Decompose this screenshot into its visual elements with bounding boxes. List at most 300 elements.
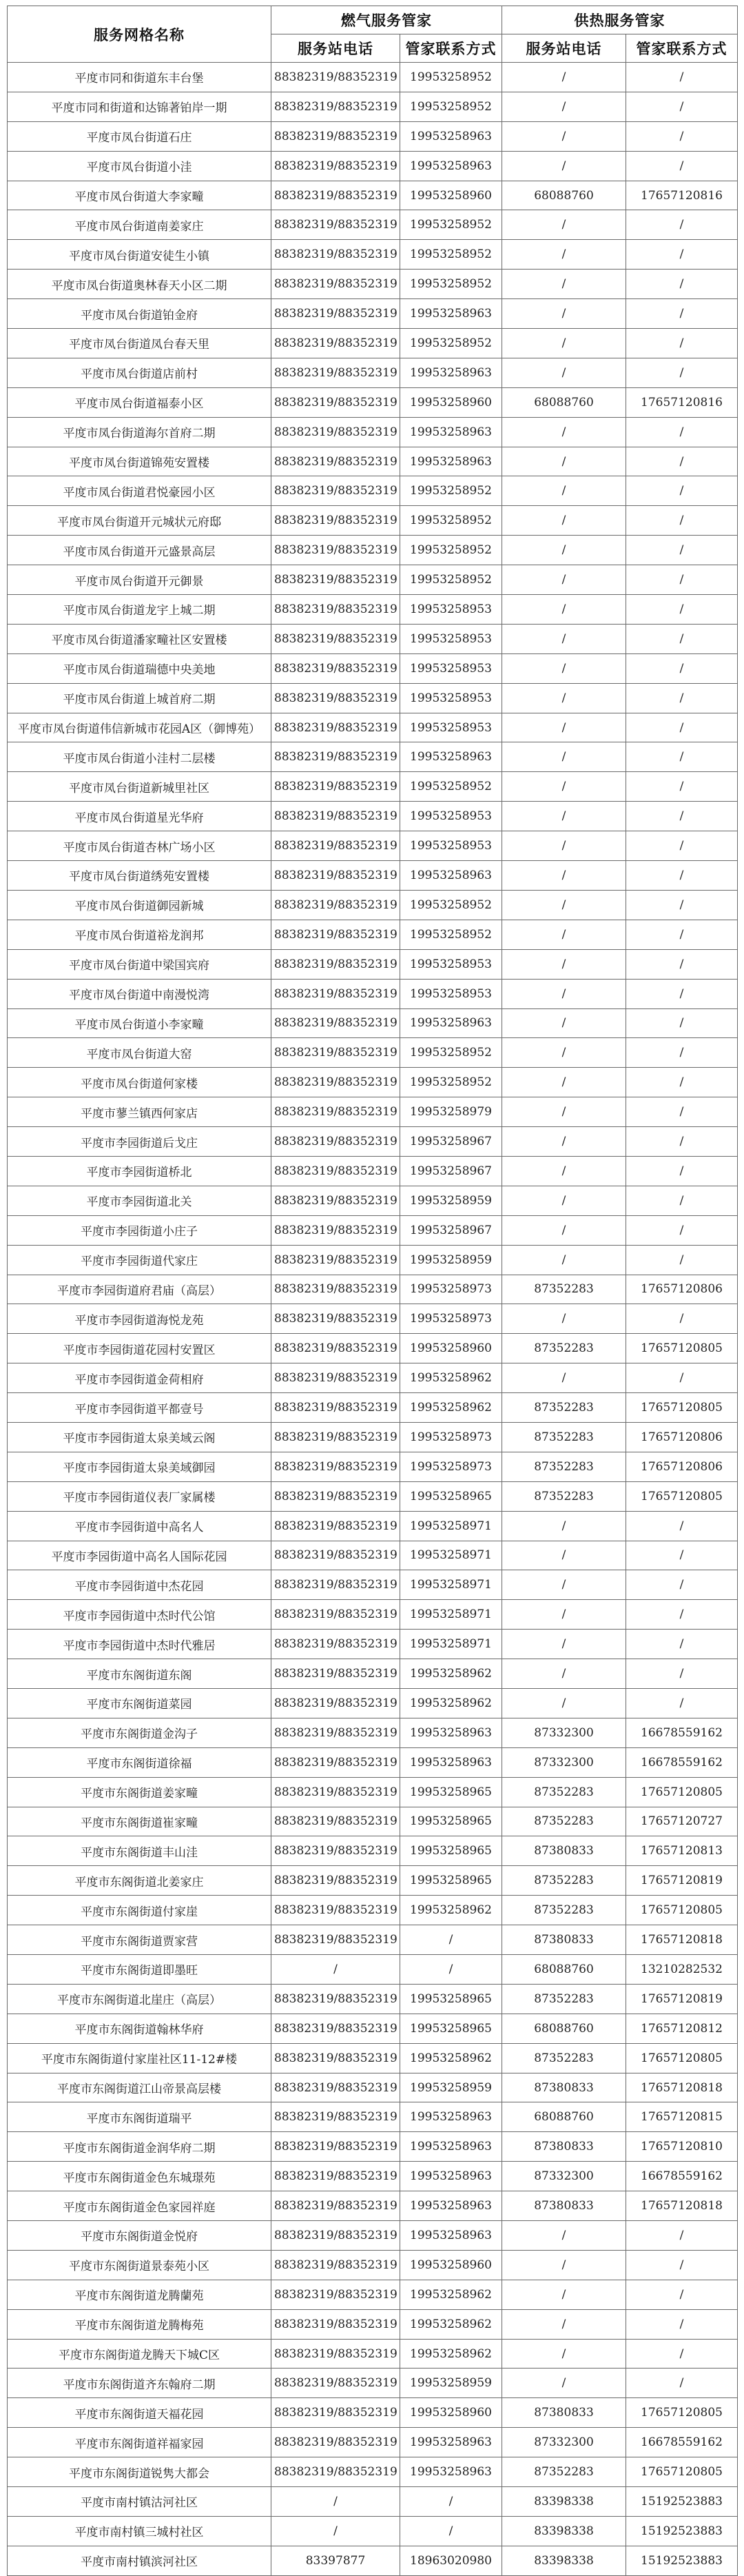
grid-name-cell: 平度市东阁街道付家崖社区11-12#楼	[8, 2043, 271, 2073]
gas-keeper-contact-cell: 19953258963	[400, 2132, 502, 2162]
table-row	[8, 1925, 738, 1955]
heat-station-phone-cell: 83398338	[502, 2546, 626, 2575]
table-row	[8, 1275, 738, 1304]
grid-name-cell: 平度市凤台街道大窑	[8, 1038, 271, 1068]
gas-station-phone-cell: 88382319/88352319	[271, 890, 400, 920]
gas-keeper-contact-cell: 19953258952	[400, 476, 502, 506]
service-keeper-table	[7, 6, 738, 2576]
heat-keeper-contact-cell: 17657120805	[626, 2457, 738, 2487]
gas-keeper-contact-cell: 19953258959	[400, 2369, 502, 2398]
grid-name-cell: 平度市李园街道中杰时代雅居	[8, 1630, 271, 1659]
table-row	[8, 1866, 738, 1896]
heat-station-phone-cell: /	[502, 447, 626, 476]
heat-station-phone-cell: /	[502, 2250, 626, 2280]
gas-keeper-contact-cell: 19953258952	[400, 92, 502, 121]
heat-keeper-contact-cell: /	[626, 2339, 738, 2369]
heat-station-phone-cell: /	[502, 742, 626, 772]
grid-name-cell: 平度市凤台街道杏林广场小区	[8, 831, 271, 861]
table-row	[8, 2073, 738, 2102]
heat-keeper-contact-cell: /	[626, 417, 738, 447]
gas-station-phone-cell: 88382319/88352319	[271, 299, 400, 329]
gas-keeper-contact-cell: 19953258953	[400, 979, 502, 1008]
grid-name-cell: 平度市凤台街道开元御景	[8, 565, 271, 595]
table-row	[8, 151, 738, 181]
heat-keeper-contact-cell: /	[626, 920, 738, 949]
grid-name-cell: 平度市凤台街道安徒生小镇	[8, 240, 271, 270]
grid-name-cell: 平度市东阁街道金润华府二期	[8, 2132, 271, 2162]
gas-station-phone-cell: 88382319/88352319	[271, 1777, 400, 1807]
heat-station-phone-cell: /	[502, 1215, 626, 1245]
table-row	[8, 387, 738, 417]
heat-station-phone-cell: /	[502, 1363, 626, 1393]
heat-keeper-contact-cell: /	[626, 329, 738, 358]
gas-keeper-contact-cell: 19953258971	[400, 1511, 502, 1541]
table-row	[8, 2043, 738, 2073]
gas-keeper-contact-cell: 19953258965	[400, 1836, 502, 1866]
grid-name-cell: 平度市东阁街道丰山洼	[8, 1836, 271, 1866]
grid-name-cell: 平度市李园街道北关	[8, 1186, 271, 1215]
grid-name-cell: 平度市凤台街道大李家疃	[8, 181, 271, 210]
gas-station-phone-cell: 88382319/88352319	[271, 2132, 400, 2162]
gas-station-phone-cell: 88382319/88352319	[271, 476, 400, 506]
gas-station-phone-cell: 88382319/88352319	[271, 1747, 400, 1777]
gas-keeper-contact-cell: 19953258963	[400, 447, 502, 476]
gas-station-phone-cell: 88382319/88352319	[271, 1807, 400, 1836]
heat-station-phone-cell: 68088760	[502, 2014, 626, 2043]
table-row	[8, 121, 738, 151]
heat-station-phone-cell: /	[502, 63, 626, 92]
table-row	[8, 329, 738, 358]
grid-name-cell: 平度市凤台街道龙宇上城二期	[8, 595, 271, 625]
gas-keeper-contact-cell: 19953258979	[400, 1097, 502, 1127]
gas-station-phone-cell: 88382319/88352319	[271, 2309, 400, 2339]
gas-keeper-contact-cell: 19953258963	[400, 1747, 502, 1777]
header-gas-keeper-contact: 管家联系方式	[400, 34, 502, 63]
heat-station-phone-cell: /	[502, 1068, 626, 1097]
table-row	[8, 831, 738, 861]
heat-station-phone-cell: 87352283	[502, 1984, 626, 2014]
heat-keeper-contact-cell: /	[626, 2221, 738, 2251]
grid-name-cell: 平度市凤台街道裕龙润邦	[8, 920, 271, 949]
gas-keeper-contact-cell: 19953258953	[400, 683, 502, 713]
gas-keeper-contact-cell: 19953258963	[400, 2221, 502, 2251]
heat-station-phone-cell: /	[502, 802, 626, 831]
heat-keeper-contact-cell: 17657120806	[626, 1275, 738, 1304]
gas-station-phone-cell: 88382319/88352319	[271, 1186, 400, 1215]
grid-name-cell: 平度市李园街道中杰时代公馆	[8, 1600, 271, 1630]
table-row	[8, 890, 738, 920]
gas-keeper-contact-cell: 19953258953	[400, 831, 502, 861]
gas-station-phone-cell: 88382319/88352319	[271, 595, 400, 625]
heat-station-phone-cell: /	[502, 1659, 626, 1689]
heat-station-phone-cell: /	[502, 1245, 626, 1275]
heat-station-phone-cell: /	[502, 2369, 626, 2398]
heat-keeper-contact-cell: 16678559162	[626, 1718, 738, 1747]
heat-keeper-contact-cell: /	[626, 1688, 738, 1718]
table-row	[8, 772, 738, 802]
gas-keeper-contact-cell: 19953258952	[400, 240, 502, 270]
heat-station-phone-cell: /	[502, 1511, 626, 1541]
heat-keeper-contact-cell: /	[626, 565, 738, 595]
gas-keeper-contact-cell: 19953258963	[400, 2191, 502, 2221]
heat-station-phone-cell: /	[502, 358, 626, 387]
gas-keeper-contact-cell: 19953258952	[400, 920, 502, 949]
header-grid-name: 服务网格名称	[8, 6, 271, 63]
heat-station-phone-cell: /	[502, 240, 626, 270]
heat-keeper-contact-cell: /	[626, 1659, 738, 1689]
gas-station-phone-cell: 88382319/88352319	[271, 536, 400, 565]
gas-keeper-contact-cell: 19953258962	[400, 1393, 502, 1423]
gas-keeper-contact-cell: /	[400, 2487, 502, 2517]
grid-name-cell: 平度市凤台街道锦苑安置楼	[8, 447, 271, 476]
table-row	[8, 949, 738, 979]
heat-station-phone-cell: /	[502, 949, 626, 979]
gas-station-phone-cell: 88382319/88352319	[271, 2043, 400, 2073]
heat-keeper-contact-cell: /	[626, 683, 738, 713]
gas-station-phone-cell: 88382319/88352319	[271, 949, 400, 979]
heat-station-phone-cell: /	[502, 1156, 626, 1186]
gas-keeper-contact-cell: 19953258973	[400, 1275, 502, 1304]
grid-name-cell: 平度市李园街道桥北	[8, 1156, 271, 1186]
gas-keeper-contact-cell: 19953258963	[400, 358, 502, 387]
header-heat-station-phone: 服务站电话	[502, 34, 626, 63]
heat-station-phone-cell: 87352283	[502, 1452, 626, 1481]
heat-keeper-contact-cell: 17657120805	[626, 1481, 738, 1511]
table-row	[8, 1245, 738, 1275]
gas-keeper-contact-cell: 19953258967	[400, 1156, 502, 1186]
gas-station-phone-cell: 88382319/88352319	[271, 1038, 400, 1068]
heat-station-phone-cell: 87352283	[502, 2043, 626, 2073]
heat-station-phone-cell: /	[502, 270, 626, 299]
grid-name-cell: 平度市凤台街道小洼村二层楼	[8, 742, 271, 772]
table-row	[8, 2250, 738, 2280]
gas-station-phone-cell: 88382319/88352319	[271, 1363, 400, 1393]
heat-station-phone-cell: 87380833	[502, 1836, 626, 1866]
heat-keeper-contact-cell: /	[626, 772, 738, 802]
gas-keeper-contact-cell: 19953258971	[400, 1630, 502, 1659]
heat-station-phone-cell: 87332300	[502, 1718, 626, 1747]
grid-name-cell: 平度市李园街道海悦龙苑	[8, 1304, 271, 1334]
heat-station-phone-cell: /	[502, 1688, 626, 1718]
gas-keeper-contact-cell: 19953258952	[400, 565, 502, 595]
gas-station-phone-cell: 88382319/88352319	[271, 565, 400, 595]
heat-keeper-contact-cell: 16678559162	[626, 1747, 738, 1777]
heat-station-phone-cell: /	[502, 506, 626, 536]
grid-name-cell: 平度市李园街道小庄子	[8, 1215, 271, 1245]
gas-station-phone-cell: 88382319/88352319	[271, 92, 400, 121]
heat-keeper-contact-cell: 17657120805	[626, 1334, 738, 1363]
grid-name-cell: 平度市凤台街道奥林春天小区二期	[8, 270, 271, 299]
heat-station-phone-cell: /	[502, 121, 626, 151]
table-row	[8, 742, 738, 772]
table-row	[8, 240, 738, 270]
gas-keeper-contact-cell: 19953258962	[400, 2309, 502, 2339]
heat-station-phone-cell: /	[502, 861, 626, 891]
grid-name-cell: 平度市凤台街道福泰小区	[8, 387, 271, 417]
heat-station-phone-cell: 87380833	[502, 1925, 626, 1955]
table-row	[8, 1127, 738, 1157]
heat-station-phone-cell: /	[502, 2280, 626, 2309]
gas-keeper-contact-cell: 19953258963	[400, 121, 502, 151]
table-row	[8, 1955, 738, 1985]
grid-name-cell: 平度市东阁街道贾家营	[8, 1925, 271, 1955]
grid-name-cell: 平度市南村镇三城村社区	[8, 2516, 271, 2546]
gas-keeper-contact-cell: 19953258962	[400, 1896, 502, 1925]
heat-keeper-contact-cell: 17657120805	[626, 2043, 738, 2073]
table-row	[8, 683, 738, 713]
grid-name-cell: 平度市凤台街道店前村	[8, 358, 271, 387]
gas-station-phone-cell: 88382319/88352319	[271, 1127, 400, 1157]
heat-station-phone-cell: 87352283	[502, 1481, 626, 1511]
grid-name-cell: 平度市李园街道花园村安置区	[8, 1334, 271, 1363]
grid-name-cell: 平度市东阁街道徐福	[8, 1747, 271, 1777]
heat-keeper-contact-cell: /	[626, 1541, 738, 1570]
gas-station-phone-cell: 88382319/88352319	[271, 1245, 400, 1275]
gas-station-phone-cell: 88382319/88352319	[271, 1836, 400, 1866]
grid-name-cell: 平度市凤台街道御园新城	[8, 890, 271, 920]
grid-name-cell: 平度市南村镇沽河社区	[8, 2487, 271, 2517]
gas-keeper-contact-cell: 19953258963	[400, 742, 502, 772]
grid-name-cell: 平度市东阁街道金悦府	[8, 2221, 271, 2251]
heat-keeper-contact-cell: /	[626, 506, 738, 536]
heat-station-phone-cell: /	[502, 979, 626, 1008]
gas-keeper-contact-cell: 19953258963	[400, 1008, 502, 1038]
table-row	[8, 2428, 738, 2457]
gas-keeper-contact-cell: 19953258962	[400, 1363, 502, 1393]
heat-station-phone-cell: 87380833	[502, 2132, 626, 2162]
table-row	[8, 1659, 738, 1689]
table-row	[8, 417, 738, 447]
heat-station-phone-cell: /	[502, 417, 626, 447]
heat-station-phone-cell: /	[502, 1630, 626, 1659]
gas-keeper-contact-cell: 19953258965	[400, 1984, 502, 2014]
heat-station-phone-cell: 87332300	[502, 1747, 626, 1777]
heat-keeper-contact-cell: /	[626, 595, 738, 625]
heat-station-phone-cell: 87380833	[502, 2073, 626, 2102]
grid-name-cell: 平度市东阁街道姜家疃	[8, 1777, 271, 1807]
grid-name-cell: 平度市凤台街道南姜家庄	[8, 210, 271, 240]
heat-keeper-contact-cell: /	[626, 949, 738, 979]
heat-station-phone-cell: 87352283	[502, 1866, 626, 1896]
gas-station-phone-cell: 88382319/88352319	[271, 1481, 400, 1511]
heat-keeper-contact-cell: /	[626, 1511, 738, 1541]
table-row	[8, 1156, 738, 1186]
heat-station-phone-cell: 87352283	[502, 2457, 626, 2487]
heat-station-phone-cell: 87380833	[502, 2191, 626, 2221]
grid-name-cell: 平度市凤台街道小李家疃	[8, 1008, 271, 1038]
gas-station-phone-cell: 88382319/88352319	[271, 1866, 400, 1896]
gas-station-phone-cell: 88382319/88352319	[271, 1925, 400, 1955]
table-row	[8, 1068, 738, 1097]
gas-station-phone-cell: 88382319/88352319	[271, 358, 400, 387]
heat-keeper-contact-cell: 17657120806	[626, 1452, 738, 1481]
gas-station-phone-cell: 88382319/88352319	[271, 387, 400, 417]
gas-station-phone-cell: 88382319/88352319	[271, 447, 400, 476]
gas-station-phone-cell: 88382319/88352319	[271, 1659, 400, 1689]
heat-keeper-contact-cell: /	[626, 861, 738, 891]
heat-keeper-contact-cell: 17657120816	[626, 387, 738, 417]
header-row-top	[8, 6, 738, 34]
gas-station-phone-cell: 88382319/88352319	[271, 151, 400, 181]
gas-station-phone-cell: 88382319/88352319	[271, 802, 400, 831]
heat-station-phone-cell: /	[502, 713, 626, 742]
heat-keeper-contact-cell: /	[626, 270, 738, 299]
gas-station-phone-cell: /	[271, 1955, 400, 1985]
gas-station-phone-cell: 88382319/88352319	[271, 1600, 400, 1630]
gas-keeper-contact-cell: 19953258953	[400, 713, 502, 742]
gas-station-phone-cell: 88382319/88352319	[271, 2280, 400, 2309]
gas-keeper-contact-cell: 19953258960	[400, 387, 502, 417]
grid-name-cell: 平度市凤台街道伟信新城市花园A区（御博苑）	[8, 713, 271, 742]
table-row	[8, 2339, 738, 2369]
gas-keeper-contact-cell: 19953258952	[400, 210, 502, 240]
heat-keeper-contact-cell: /	[626, 1038, 738, 1068]
gas-keeper-contact-cell: 19953258952	[400, 1038, 502, 1068]
heat-station-phone-cell: /	[502, 2221, 626, 2251]
grid-name-cell: 平度市李园街道后戈庄	[8, 1127, 271, 1157]
grid-name-cell: 平度市东阁街道菜园	[8, 1688, 271, 1718]
gas-station-phone-cell: 88382319/88352319	[271, 121, 400, 151]
gas-keeper-contact-cell: 19953258962	[400, 2043, 502, 2073]
heat-keeper-contact-cell: /	[626, 979, 738, 1008]
heat-station-phone-cell: 68088760	[502, 387, 626, 417]
grid-name-cell: 平度市东阁街道景泰苑小区	[8, 2250, 271, 2280]
heat-station-phone-cell: /	[502, 890, 626, 920]
table-row	[8, 181, 738, 210]
heat-keeper-contact-cell: /	[626, 1097, 738, 1127]
heat-keeper-contact-cell: /	[626, 92, 738, 121]
gas-keeper-contact-cell: 19953258971	[400, 1541, 502, 1570]
grid-name-cell: 平度市凤台街道中南漫悦湾	[8, 979, 271, 1008]
heat-station-phone-cell: /	[502, 476, 626, 506]
gas-station-phone-cell: 88382319/88352319	[271, 210, 400, 240]
table-row	[8, 1008, 738, 1038]
grid-name-cell: 平度市凤台街道星光华府	[8, 802, 271, 831]
gas-station-phone-cell: 88382319/88352319	[271, 1511, 400, 1541]
heat-keeper-contact-cell: /	[626, 831, 738, 861]
heat-keeper-contact-cell: 16678559162	[626, 2162, 738, 2191]
grid-name-cell: 平度市李园街道中高名人国际花园	[8, 1541, 271, 1570]
table-row	[8, 1363, 738, 1393]
table-row	[8, 1481, 738, 1511]
gas-station-phone-cell: 88382319/88352319	[271, 240, 400, 270]
table-row	[8, 2457, 738, 2487]
heat-keeper-contact-cell: /	[626, 63, 738, 92]
heat-keeper-contact-cell: 17657120805	[626, 1393, 738, 1423]
heat-keeper-contact-cell: /	[626, 1600, 738, 1630]
table-row	[8, 713, 738, 742]
heat-keeper-contact-cell: /	[626, 358, 738, 387]
gas-keeper-contact-cell: 19953258959	[400, 1186, 502, 1215]
table-row	[8, 624, 738, 653]
grid-name-cell: 平度市同和街道东丰台堡	[8, 63, 271, 92]
gas-station-phone-cell: 88382319/88352319	[271, 1630, 400, 1659]
table-row	[8, 2487, 738, 2517]
gas-keeper-contact-cell: 19953258952	[400, 506, 502, 536]
table-row	[8, 861, 738, 891]
heat-keeper-contact-cell: /	[626, 1570, 738, 1600]
heat-station-phone-cell: 83398338	[502, 2516, 626, 2546]
gas-station-phone-cell: 88382319/88352319	[271, 2014, 400, 2043]
table-row	[8, 653, 738, 683]
heat-keeper-contact-cell: 17657120805	[626, 2398, 738, 2428]
gas-station-phone-cell: 88382319/88352319	[271, 329, 400, 358]
table-row	[8, 1422, 738, 1452]
table-body	[8, 63, 738, 2576]
gas-station-phone-cell: 88382319/88352319	[271, 2250, 400, 2280]
gas-station-phone-cell: 88382319/88352319	[271, 1215, 400, 1245]
grid-name-cell: 平度市东阁街道金色家园祥庭	[8, 2191, 271, 2221]
header-heat-group: 供热服务管家	[502, 6, 738, 34]
gas-keeper-contact-cell: /	[400, 1955, 502, 1985]
grid-name-cell: 平度市东阁街道江山帝景高层楼	[8, 2073, 271, 2102]
gas-keeper-contact-cell: 19953258967	[400, 1127, 502, 1157]
heat-station-phone-cell: 87332300	[502, 2162, 626, 2191]
gas-keeper-contact-cell: 19953258973	[400, 1452, 502, 1481]
gas-keeper-contact-cell: 19953258962	[400, 2280, 502, 2309]
grid-name-cell: 平度市凤台街道瑞德中央美地	[8, 653, 271, 683]
grid-name-cell: 平度市李园街道中高名人	[8, 1511, 271, 1541]
gas-keeper-contact-cell: 19953258963	[400, 299, 502, 329]
gas-keeper-contact-cell: 19953258973	[400, 1304, 502, 1334]
heat-keeper-contact-cell: /	[626, 1363, 738, 1393]
table-row	[8, 270, 738, 299]
heat-keeper-contact-cell: /	[626, 151, 738, 181]
gas-keeper-contact-cell: 19953258973	[400, 1422, 502, 1452]
table-row	[8, 2014, 738, 2043]
gas-station-phone-cell: 88382319/88352319	[271, 417, 400, 447]
gas-keeper-contact-cell: 19953258967	[400, 1215, 502, 1245]
heat-station-phone-cell: /	[502, 329, 626, 358]
heat-keeper-contact-cell: /	[626, 1630, 738, 1659]
heat-station-phone-cell: /	[502, 299, 626, 329]
heat-keeper-contact-cell: /	[626, 1068, 738, 1097]
heat-keeper-contact-cell: /	[626, 890, 738, 920]
grid-name-cell: 平度市东阁街道即墨旺	[8, 1955, 271, 1985]
heat-keeper-contact-cell: /	[626, 2309, 738, 2339]
gas-keeper-contact-cell: /	[400, 1925, 502, 1955]
heat-station-phone-cell: /	[502, 2339, 626, 2369]
heat-station-phone-cell: /	[502, 92, 626, 121]
grid-name-cell: 平度市东阁街道付家崖	[8, 1896, 271, 1925]
heat-keeper-contact-cell: 15192523883	[626, 2546, 738, 2575]
gas-keeper-contact-cell: 19953258963	[400, 2102, 502, 2132]
heat-keeper-contact-cell: 16678559162	[626, 2428, 738, 2457]
gas-station-phone-cell: 88382319/88352319	[271, 2398, 400, 2428]
table-row	[8, 476, 738, 506]
table-row	[8, 1630, 738, 1659]
gas-station-phone-cell: 88382319/88352319	[271, 270, 400, 299]
gas-keeper-contact-cell: 19953258963	[400, 1718, 502, 1747]
gas-station-phone-cell: 88382319/88352319	[271, 1156, 400, 1186]
heat-station-phone-cell: 87352283	[502, 1422, 626, 1452]
heat-station-phone-cell: /	[502, 595, 626, 625]
table-row	[8, 1186, 738, 1215]
table-row	[8, 2132, 738, 2162]
gas-station-phone-cell: 88382319/88352319	[271, 2369, 400, 2398]
table-row	[8, 1747, 738, 1777]
gas-station-phone-cell: 88382319/88352319	[271, 653, 400, 683]
grid-name-cell: 平度市凤台街道绣苑安置楼	[8, 861, 271, 891]
gas-keeper-contact-cell: 19953258965	[400, 1866, 502, 1896]
gas-station-phone-cell: 88382319/88352319	[271, 1718, 400, 1747]
gas-station-phone-cell: 88382319/88352319	[271, 1896, 400, 1925]
gas-station-phone-cell: 88382319/88352319	[271, 1068, 400, 1097]
heat-station-phone-cell: /	[502, 1186, 626, 1215]
heat-station-phone-cell: 87352283	[502, 1777, 626, 1807]
table-row	[8, 1777, 738, 1807]
heat-keeper-contact-cell: /	[626, 1186, 738, 1215]
